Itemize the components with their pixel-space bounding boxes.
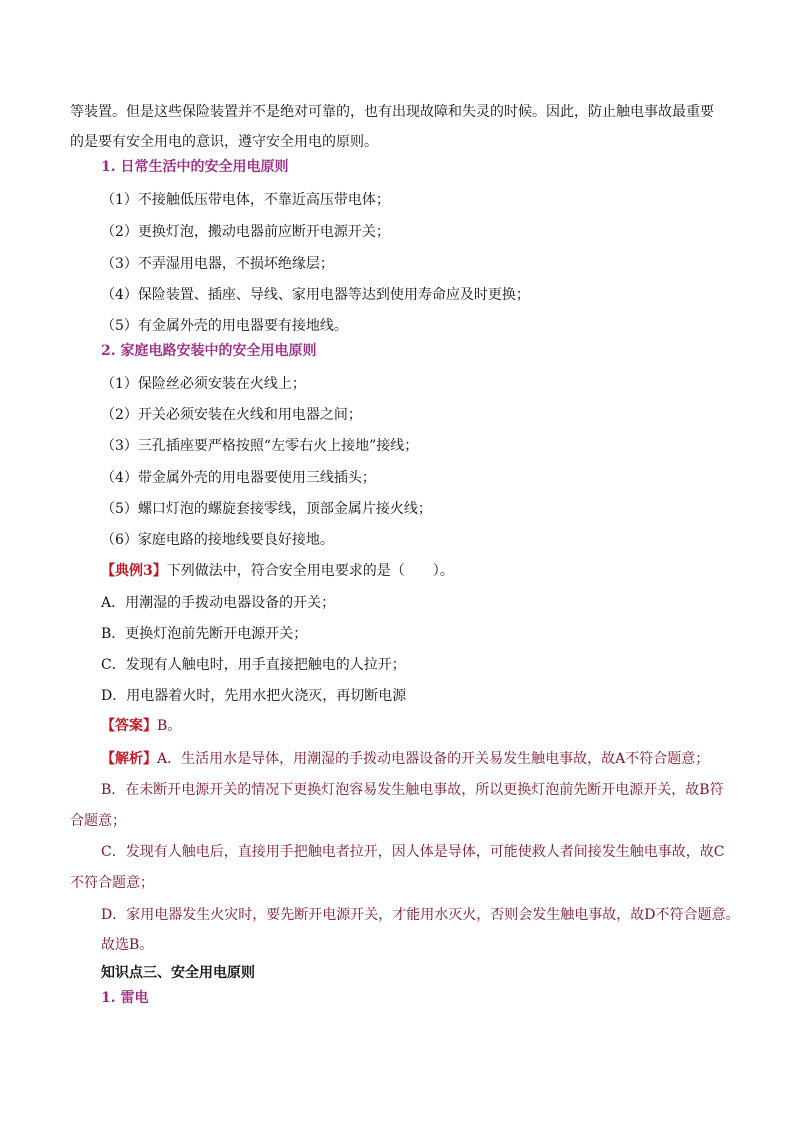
section3-heading: 知识点三、安全用电原则	[101, 965, 255, 981]
analysis-line-a	[101, 749, 709, 769]
intro-line-1: 等装置。但是这些保险装置并不是绝对可靠的，也有出现故障和失灵的时候。因此，防止触电事故最重要	[70, 104, 714, 120]
answer-label: 【答案】	[101, 718, 157, 734]
section1-item-3: （3）不弄湿用电器，不损坏绝缘层；	[101, 256, 334, 272]
example-option-b: B．更换灯泡前先断开电源开关；	[101, 626, 308, 642]
section2-item-3: （3）三孔插座要严格按照“左零右火上接地”接线；	[101, 438, 419, 454]
section2-heading: 2. 家庭电路安装中的安全用电原则	[101, 343, 317, 359]
example-question-line	[101, 561, 454, 581]
section2-item-2: （2）开关必须安装在火线和用电器之间；	[101, 407, 362, 423]
intro-line-2: 的是要有安全用电的意识，遵守安全用电的原则。	[70, 134, 378, 150]
analysis-b-line-2: 合题意；	[70, 813, 126, 829]
answer-line	[101, 716, 181, 736]
section1-item-1: （1）不接触低压带电体，不靠近高压带电体；	[101, 192, 390, 208]
section1-item-2: （2）更换灯泡，搬动电器前应断开电源开关；	[101, 224, 390, 240]
section1-heading: 1. 日常生活中的安全用电原则	[101, 159, 289, 175]
analysis-c-line-2: 不符合题意；	[70, 875, 154, 891]
analysis-d: D．家用电器发生火灾时，要先断开电源开关，才能用水灭火，否则会发生触电事故，故D不符合题意。	[101, 907, 740, 923]
section1-item-4: （4）保险装置、插座、导线、家用电器等达到使用寿命应及时更换；	[101, 287, 530, 303]
conclusion: 故选B。	[101, 937, 154, 953]
section2-item-1: （1）保险丝必须安装在火线上；	[101, 376, 306, 392]
analysis-b-line-1: B．在未断开电源开关的情况下更换灯泡容易发生触电事故，所以更换灯泡前先断开电源开关，故B符	[101, 782, 724, 798]
answer-value: B。	[157, 718, 182, 734]
section2-item-6: （6）家庭电路的接地线要良好接地。	[101, 532, 334, 548]
section2-item-4: （4）带金属外壳的用电器要使用三线插头；	[101, 470, 376, 486]
analysis-label: 【解析】	[101, 751, 157, 767]
section2-item-5: （5）螺口灯泡的螺旋套接零线，顶部金属片接火线；	[101, 501, 432, 517]
example-option-a: A．用潮湿的手拨动电器设备的开关；	[101, 595, 336, 611]
example-question: 下列做法中，符合安全用电要求的是（ ）。	[166, 563, 454, 579]
analysis-c-line-1: C．发现有人触电后，直接用手把触电者拉开，因人体是导体，可能使救人者间接发生触电事故，故C	[101, 844, 725, 860]
example-label: 【典例3】	[101, 563, 167, 579]
example-option-d: D．用电器着火时，先用水把火浇灭，再切断电源	[101, 688, 407, 704]
section3-sub: 1. 雷电	[101, 990, 149, 1006]
section1-item-5: （5）有金属外壳的用电器要有接地线。	[101, 318, 348, 334]
example-option-c: C．发现有人触电时，用手直接把触电的人拉开；	[101, 657, 406, 673]
analysis-a: A．生活用水是导体，用潮湿的手拨动电器设备的开关易发生触电事故，故A不符合题意；	[157, 751, 710, 767]
